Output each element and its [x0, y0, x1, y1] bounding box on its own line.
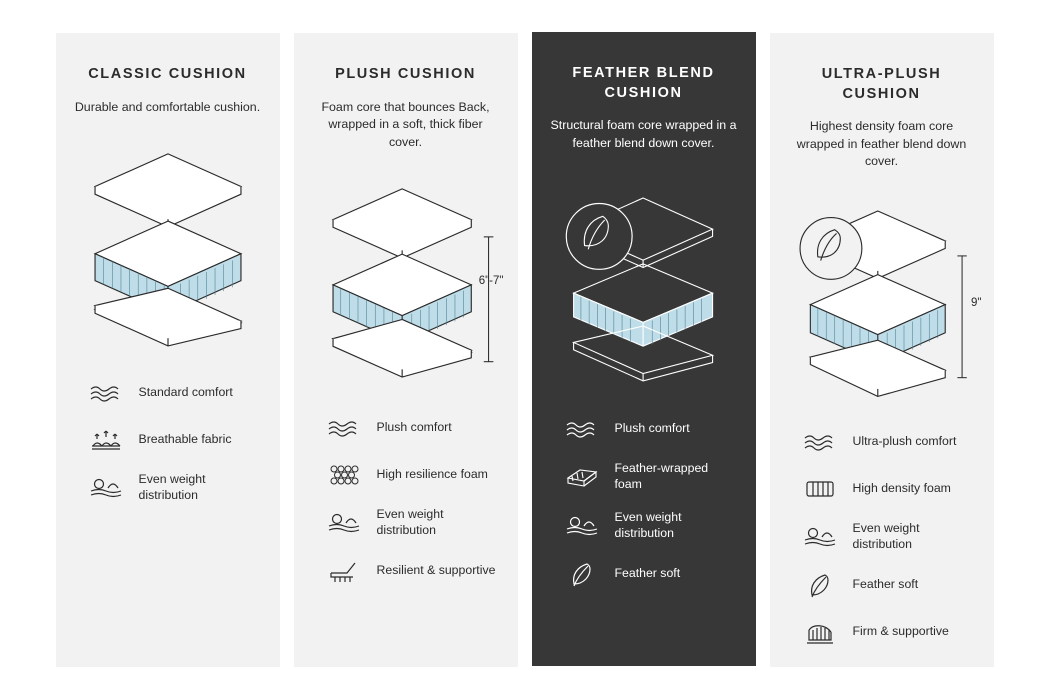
- feature-label: Ultra-plush comfort: [852, 434, 957, 449]
- exploded-cushion-diagram: [72, 142, 264, 352]
- feature-label: Even weight distribution: [614, 510, 682, 541]
- feature-label: Plush comfort: [614, 421, 690, 436]
- card-title: CLASSIC CUSHION: [88, 66, 247, 82]
- feature-item: [800, 521, 978, 553]
- exploded-cushion-diagram: [548, 176, 740, 391]
- feature-item: [324, 413, 502, 443]
- height-label: 9": [971, 296, 982, 309]
- card-classic-cushion: [56, 33, 280, 667]
- card-description: Durable and comfortable cushion.: [74, 99, 261, 114]
- feature-label: Breathable fabric: [138, 432, 232, 447]
- feature-label: Even weight distribution: [852, 521, 920, 552]
- card-description: Foam core that bounces Back, wrapped in a soft, thick fiber cover.: [321, 99, 490, 149]
- feature-label: Firm & supportive: [852, 624, 949, 638]
- even-weight-icon: [562, 511, 602, 541]
- height-label: 6"-7": [478, 275, 504, 288]
- feature-item: [86, 378, 264, 408]
- feature-item: [562, 510, 740, 542]
- high-density-foam-icon: [800, 474, 840, 504]
- feature-list: [548, 414, 740, 589]
- wave-lines-icon: [86, 378, 126, 408]
- card-title: PLUSH CUSHION: [335, 66, 476, 82]
- feature-item: [324, 460, 502, 490]
- feature-label: High resilience foam: [376, 467, 488, 482]
- feature-item: [324, 507, 502, 539]
- feature-list: [72, 378, 264, 504]
- feature-item: [800, 570, 978, 600]
- feature-item: [800, 427, 978, 457]
- leaf-badge: [800, 218, 862, 280]
- wave-lines-icon: [562, 414, 602, 444]
- card-feather-blend-cushion: [532, 32, 756, 666]
- feature-item: [324, 556, 502, 586]
- feature-item: [562, 559, 740, 589]
- feature-list: [786, 427, 978, 647]
- card-title: FEATHER BLEND CUSHION: [572, 65, 715, 101]
- firm-supportive-icon: [800, 617, 840, 647]
- feature-label: Feather-wrapped foam: [614, 461, 709, 492]
- feature-item: [562, 414, 740, 444]
- even-weight-icon: [86, 473, 126, 503]
- feature-item: [800, 617, 978, 647]
- feature-item: [86, 425, 264, 455]
- card-ultra-plush-cushion: [770, 33, 994, 667]
- card-plush-cushion: [294, 33, 518, 667]
- feature-label: Plush comfort: [376, 420, 452, 435]
- wave-lines-icon: [324, 413, 364, 443]
- exploded-cushion-diagram: [786, 193, 978, 405]
- feature-item: [86, 472, 264, 504]
- card-title: ULTRA-PLUSH CUSHION: [821, 66, 942, 102]
- card-description: Highest density foam core wrapped in feather blend down cover.: [796, 119, 967, 169]
- breathable-fabric-icon: [86, 425, 126, 455]
- feature-label: Feather soft: [852, 577, 919, 591]
- cushion-illustration-ultra-plush: [786, 177, 982, 421]
- exploded-cushion-diagram: [310, 177, 502, 387]
- feature-label: Even weight distribution: [138, 472, 206, 503]
- wave-lines-icon: [800, 427, 840, 457]
- feather-wrapped-foam-icon: [562, 462, 602, 492]
- feature-list: [310, 413, 502, 586]
- feature-label: Feather soft: [614, 566, 681, 581]
- cushion-illustration-classic: [72, 122, 264, 372]
- feature-item: [800, 474, 978, 504]
- even-weight-icon: [324, 508, 364, 538]
- feature-label: High density foam: [852, 481, 951, 496]
- feather-icon: [800, 570, 840, 600]
- feather-icon: [562, 559, 602, 589]
- feature-label: Standard comfort: [138, 385, 233, 400]
- feature-label: Resilient & supportive: [376, 563, 496, 578]
- cushion-illustration-plush: [310, 157, 502, 407]
- leaf-badge: [566, 203, 632, 269]
- card-description: Structural foam core wrapped in a feather blend down cover.: [550, 118, 737, 150]
- feature-label: Even weight distribution: [376, 507, 444, 538]
- honeycomb-icon: [324, 460, 364, 490]
- cushion-illustration-feather-blend: [548, 158, 740, 408]
- feature-item: [562, 461, 740, 493]
- even-weight-icon: [800, 522, 840, 552]
- supportive-seat-icon: [324, 556, 364, 586]
